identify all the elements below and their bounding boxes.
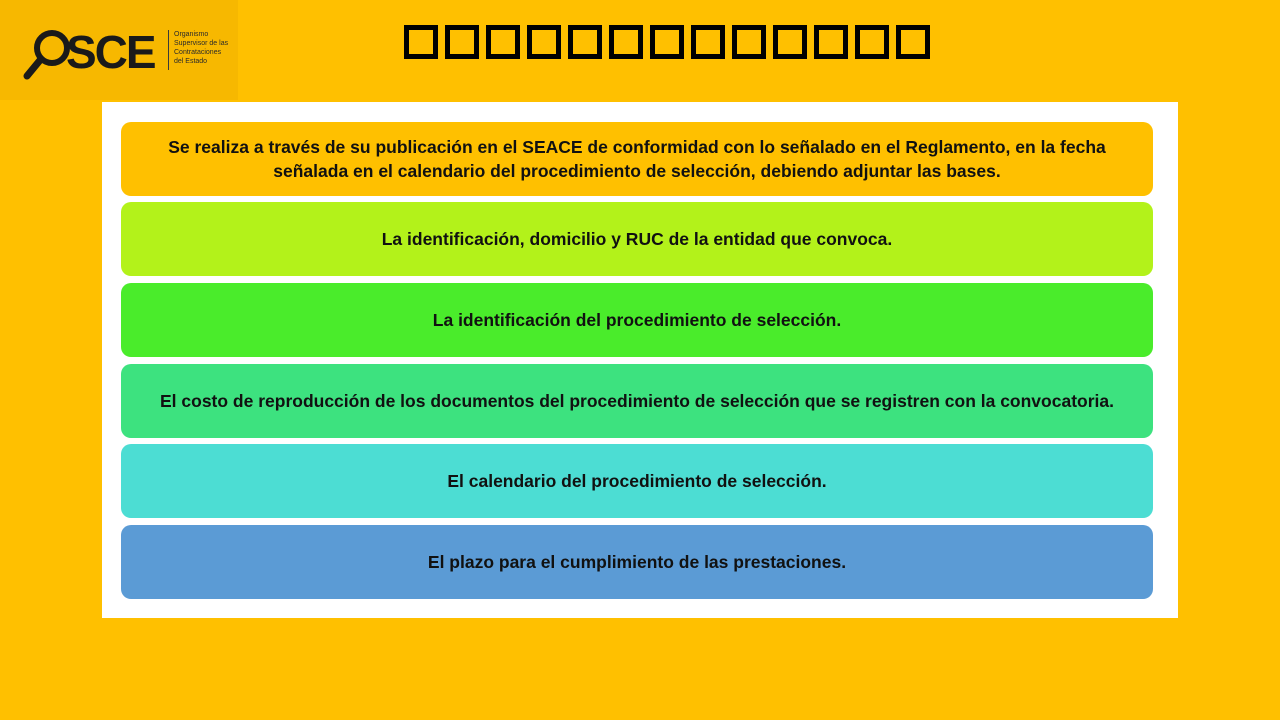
logo-subtitle-line: Contrataciones (174, 49, 222, 56)
list-item (121, 444, 1153, 518)
logo-subtitle-line: Organismo (174, 31, 209, 38)
list-item-text: El calendario del procedimiento de selección. (447, 471, 827, 491)
content-panel (102, 102, 1178, 618)
list-item (121, 202, 1153, 276)
list-item-text: La identificación, domicilio y RUC de la entidad que convoca. (381, 229, 893, 249)
list-item-text: La identificación del procedimiento de selección. (432, 310, 842, 330)
title-glyph-box (568, 25, 602, 59)
title-glyph-box (855, 25, 889, 59)
title-glyph-box (486, 25, 520, 59)
title-glyph-box (404, 25, 438, 59)
title-glyph-box (814, 25, 848, 59)
list-item (121, 525, 1153, 599)
logo-subtitle-line: Supervisor de las (174, 40, 229, 47)
logo-divider (168, 30, 169, 70)
list-item (121, 364, 1153, 438)
title-glyph-box (896, 25, 930, 59)
logo-subtitle (174, 30, 234, 66)
title-glyph-box (773, 25, 807, 59)
page-title-missing-glyphs (404, 25, 930, 65)
list-item-text: Se realiza a través de su publicación en el SEACE de conformidad con lo señalado en el Reglamento, en la fecha señalada en el calendario del procedimiento de selección, debiendo adjuntar las bases. (168, 137, 1106, 181)
title-glyph-box (732, 25, 766, 59)
title-glyph-box (609, 25, 643, 59)
title-glyph-box (650, 25, 684, 59)
title-glyph-box (445, 25, 479, 59)
list-item-text: El plazo para el cumplimiento de las prestaciones. (427, 552, 847, 572)
title-glyph-box (527, 25, 561, 59)
list-item-text: El costo de reproducción de los documentos del procedimiento de selección que se registren con la convocatoria. (160, 391, 1114, 411)
title-glyph-box (691, 25, 725, 59)
logo-subtitle-line: del Estado (174, 58, 208, 65)
logo-wordmark: SCE (66, 26, 155, 78)
list-item (121, 283, 1153, 357)
list-item (121, 122, 1153, 196)
osce-logo (0, 0, 238, 100)
